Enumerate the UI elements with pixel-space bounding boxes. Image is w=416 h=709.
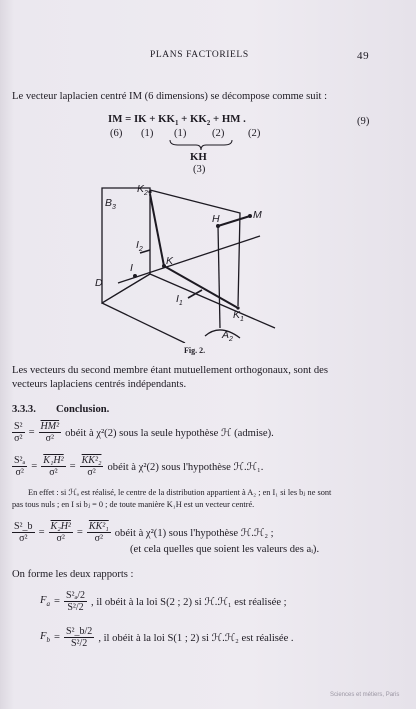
result-line-3: $\frac{\text{S²\_b}}{\text{σ²}}$ = $\frac{\text{K₂H²}}{\text{σ²}}$ = $\frac{\text{KK²₁}}{\text{σ²}}$ obéit à χ²(1) sous l'hypothèse ℋ.ℋ₂ ; <box>14 521 274 544</box>
segment-h <box>218 226 220 328</box>
fraction-fa: $\frac{\text{S²ₐ/2}}{\text{S²/2}}$ <box>65 590 86 613</box>
fb-line: $F_b$ = $\frac{\text{S²\_b/2}}{\text{S²/2}}$ , il obéit à la loi S(1 ; 2) si ℋ.ℋ₂ est réalisée . <box>40 626 294 649</box>
fa-text: , il obéit à la loi S(2 ; 2) si ℋ.ℋ₁ est réalisée ; <box>91 596 287 608</box>
section-title: Conclusion. <box>56 404 110 415</box>
figure-caption: Fig. 2. <box>184 346 206 355</box>
fraction-hm2: $\frac{\text{HM²}}{\text{σ²}}$ <box>40 421 60 444</box>
plane-a2-front <box>102 303 185 343</box>
eq-term-hm: HM <box>221 113 241 125</box>
label-i: I <box>130 262 133 274</box>
result-line-2: $\frac{\text{S²ₐ}}{\text{σ²}}$ = $\frac{\text{K₁H²}}{\text{σ²}}$ = $\frac{\text{KK²₂}}{\text{σ²}}$ obéit à χ²(2) sous l'hypothèse ℋ.ℋ₁. <box>14 455 264 478</box>
label-h: H <box>212 213 220 225</box>
label-k: K <box>166 255 174 267</box>
label-i2: $I_2$ <box>136 239 143 253</box>
dim-kk2: (2) <box>212 128 225 139</box>
point-i <box>133 274 137 278</box>
fraction-kk1sq: $\frac{\text{KK²₁}}{\text{σ²}}$ <box>88 521 109 544</box>
para-line-2: vecteurs laplaciens centrés indépendants. <box>12 379 187 390</box>
result-line-1: $\frac{\text{S²}}{\text{σ²}}$ = $\frac{\text{HM²}}{\text{σ²}}$ obéit à χ²(2) sous la seule hypothèse ℋ (admise). <box>14 421 274 444</box>
dim-ik: (1) <box>141 128 154 139</box>
fraction-k1h2: $\frac{\text{K₁H²}}{\text{σ²}}$ <box>43 455 64 478</box>
note-line-1: En effet : si ℋₐ est réalisé, le centre de la distribution appartient à A₂ ; en I₁ si les bⱼ ne sont <box>28 488 332 497</box>
segment-k2k <box>150 194 164 266</box>
result-line-2-text: obéit à χ²(2) sous l'hypothèse ℋ.ℋ₁. <box>107 461 264 473</box>
dim-im: (6) <box>110 128 123 139</box>
eq-term-kk2: KK <box>190 113 207 125</box>
label-i1: $I_1$ <box>176 293 183 307</box>
note-line-2: pas tous nuls ; en I si bⱼ = 0 ; de toute manière K₁H est un vecteur centré. <box>12 500 255 509</box>
label-m: M <box>253 209 262 221</box>
group-label-kh: KH <box>190 151 207 163</box>
eq-term-kk1-sub: 1 <box>174 119 179 128</box>
eq-lhs: IM <box>108 113 123 125</box>
fraction-sb2: $\frac{\text{S²\_b}}{\text{σ²}}$ <box>14 521 33 544</box>
section-number: 3.3.3. <box>12 404 36 415</box>
result-line-3-cont: (et cela quelles que soient les valeurs des aᵢ). <box>130 544 320 555</box>
fraction-kk2sq: $\frac{\text{KK²₂}}{\text{σ²}}$ <box>81 455 102 478</box>
label-k2: $K_2$ <box>137 183 148 197</box>
label-k1: $K_1$ <box>233 309 244 323</box>
intro-paragraph: Le vecteur laplacien centré IM (6 dimensions) se décompose comme suit : <box>12 91 328 102</box>
eq-term-ik: IK <box>133 113 147 125</box>
point-k2 <box>148 190 151 193</box>
figure-2 <box>90 178 290 343</box>
fa-line: $F_a$ = $\frac{\text{S²ₐ/2}}{\text{S²/2}}$ , il obéit à la loi S(2 ; 2) si ℋ.ℋ₁ est réalisée ; <box>40 590 287 613</box>
group-dim: (3) <box>193 164 206 175</box>
label-a2: $A_2$ <box>222 329 233 343</box>
underbrace <box>168 139 234 151</box>
dim-kk1: (1) <box>174 128 187 139</box>
eq-term-kk1: KK <box>158 113 175 125</box>
fb-label: $F_b$ <box>40 630 50 645</box>
eq-term-kk2-sub: 2 <box>206 119 211 128</box>
fb-text: , il obéit à la loi S(1 ; 2) si ℋ.ℋ₂ est réalisée . <box>98 632 294 644</box>
point-m <box>248 214 252 218</box>
plane-k2-h <box>150 190 240 306</box>
page-number: 49 <box>357 50 370 62</box>
fraction-s2: $\frac{\text{S²}}{\text{σ²}}$ <box>14 421 23 444</box>
fraction-k2h2: $\frac{\text{K₂H²}}{\text{σ²}}$ <box>50 521 71 544</box>
segment-hm <box>218 216 250 226</box>
equation-number: (9) <box>357 116 370 127</box>
para-line-1: Les vecteurs du second membre étant mutuellement orthogonaux, sont des <box>12 365 328 376</box>
fraction-fb: $\frac{\text{S²\_b/2}}{\text{S²/2}}$ <box>65 626 93 649</box>
label-b3: $B_3$ <box>105 197 116 211</box>
dim-hm: (2) <box>248 128 261 139</box>
watermark-stamp: Sciences et métiers, Paris <box>330 692 400 698</box>
running-title: PLANS FACTORIELS <box>150 50 249 60</box>
result-line-3-text: obéit à χ²(1) sous l'hypothèse ℋ.ℋ₂ ; <box>114 527 274 539</box>
fraction-sa2: $\frac{\text{S²ₐ}}{\text{σ²}}$ <box>14 455 26 478</box>
plane-a2-back <box>102 274 275 328</box>
equation-9: IM = IK + $KK_1 + KK_2$ + HM . <box>108 113 246 128</box>
rapports-intro: On forme les deux rapports : <box>12 569 134 580</box>
label-d: D <box>95 277 103 289</box>
result-line-1-text: obéit à χ²(2) sous la seule hypothèse ℋ (admise). <box>65 427 274 439</box>
fa-label: $F_a$ <box>40 594 50 609</box>
